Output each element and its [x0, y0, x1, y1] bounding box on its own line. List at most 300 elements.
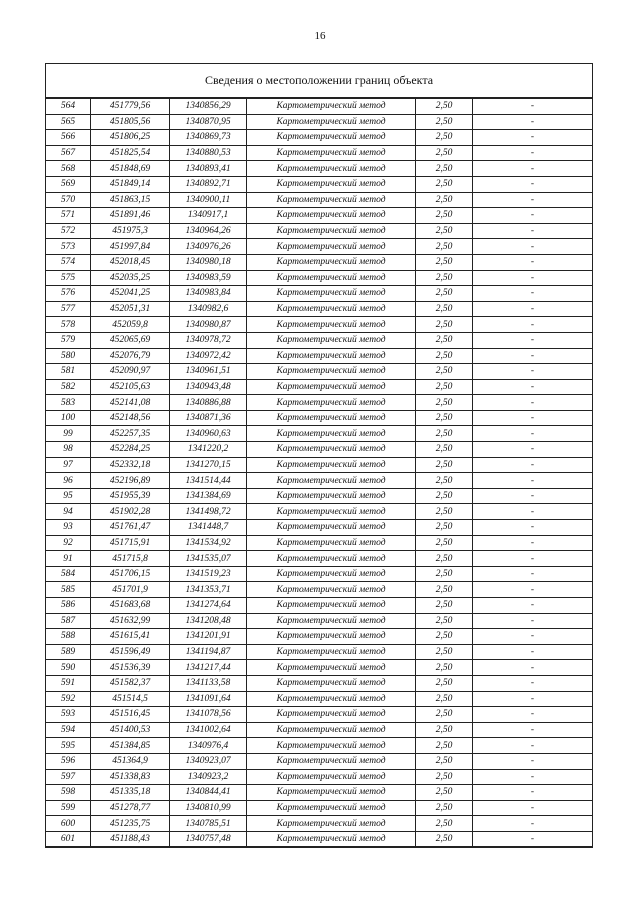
cell-coordinate-y: 1340871,36: [170, 410, 247, 426]
table-row: [46, 457, 593, 473]
cell-description: -: [473, 753, 593, 769]
table-row: [46, 130, 593, 146]
cell-error: 2,50: [416, 114, 473, 130]
cell-coordinate-x: 452141,08: [91, 395, 170, 411]
cell-coordinate-y: 1341535,07: [170, 551, 247, 567]
cell-coordinate-x: 451891,46: [91, 208, 170, 224]
cell-coordinate-x: 452018,45: [91, 254, 170, 270]
cell-point-number: 586: [46, 598, 91, 614]
table-row: [46, 816, 593, 832]
cell-method: Картометрический метод: [247, 660, 416, 676]
cell-description: -: [473, 488, 593, 504]
boundary-points-table: [45, 98, 593, 848]
cell-coordinate-x: 451701,9: [91, 582, 170, 598]
cell-coordinate-y: 1341519,23: [170, 566, 247, 582]
cell-coordinate-x: 451975,3: [91, 223, 170, 239]
cell-coordinate-y: 1340972,42: [170, 348, 247, 364]
cell-coordinate-x: 452332,18: [91, 457, 170, 473]
cell-coordinate-y: 1340892,71: [170, 176, 247, 192]
cell-error: 2,50: [416, 566, 473, 582]
cell-error: 2,50: [416, 722, 473, 738]
table-row: [46, 551, 593, 567]
cell-point-number: 599: [46, 800, 91, 816]
cell-error: 2,50: [416, 660, 473, 676]
cell-coordinate-x: 451615,41: [91, 629, 170, 645]
cell-coordinate-y: 1341384,69: [170, 488, 247, 504]
cell-coordinate-y: 1340886,88: [170, 395, 247, 411]
cell-coordinate-y: 1341194,87: [170, 644, 247, 660]
cell-description: -: [473, 520, 593, 536]
cell-error: 2,50: [416, 785, 473, 801]
table-row: [46, 410, 593, 426]
cell-point-number: 594: [46, 722, 91, 738]
cell-point-number: 597: [46, 769, 91, 785]
cell-method: Картометрический метод: [247, 348, 416, 364]
cell-point-number: 598: [46, 785, 91, 801]
cell-coordinate-y: 1341220,2: [170, 442, 247, 458]
cell-description: -: [473, 504, 593, 520]
cell-coordinate-x: 452035,25: [91, 270, 170, 286]
cell-error: 2,50: [416, 145, 473, 161]
cell-method: Картометрический метод: [247, 613, 416, 629]
cell-method: Картометрический метод: [247, 426, 416, 442]
cell-method: Картометрический метод: [247, 379, 416, 395]
cell-method: Картометрический метод: [247, 254, 416, 270]
cell-coordinate-x: 451582,37: [91, 675, 170, 691]
cell-method: Картометрический метод: [247, 364, 416, 380]
cell-coordinate-x: 451715,8: [91, 551, 170, 567]
cell-error: 2,50: [416, 800, 473, 816]
cell-coordinate-x: 451514,5: [91, 691, 170, 707]
cell-error: 2,50: [416, 99, 473, 115]
cell-error: 2,50: [416, 410, 473, 426]
cell-point-number: 585: [46, 582, 91, 598]
cell-description: -: [473, 348, 593, 364]
cell-coordinate-x: 451997,84: [91, 239, 170, 255]
cell-coordinate-y: 1341498,72: [170, 504, 247, 520]
cell-coordinate-x: 451779,56: [91, 99, 170, 115]
table-row: [46, 644, 593, 660]
table-row: [46, 473, 593, 489]
cell-coordinate-x: 452105,63: [91, 379, 170, 395]
cell-method: Картометрический метод: [247, 473, 416, 489]
cell-method: Картометрический метод: [247, 598, 416, 614]
cell-error: 2,50: [416, 816, 473, 832]
table-row: [46, 488, 593, 504]
cell-method: Картометрический метод: [247, 566, 416, 582]
cell-method: Картометрический метод: [247, 551, 416, 567]
cell-error: 2,50: [416, 254, 473, 270]
cell-description: -: [473, 722, 593, 738]
cell-error: 2,50: [416, 348, 473, 364]
cell-error: 2,50: [416, 582, 473, 598]
cell-description: -: [473, 426, 593, 442]
cell-error: 2,50: [416, 130, 473, 146]
cell-method: Картометрический метод: [247, 286, 416, 302]
cell-method: Картометрический метод: [247, 208, 416, 224]
cell-coordinate-y: 1341091,64: [170, 691, 247, 707]
cell-description: -: [473, 161, 593, 177]
table-row: [46, 395, 593, 411]
cell-coordinate-x: 451902,28: [91, 504, 170, 520]
cell-coordinate-y: 1340810,99: [170, 800, 247, 816]
cell-point-number: 600: [46, 816, 91, 832]
cell-coordinate-y: 1340923,07: [170, 753, 247, 769]
cell-coordinate-x: 452059,8: [91, 317, 170, 333]
cell-method: Картометрический метод: [247, 176, 416, 192]
cell-method: Картометрический метод: [247, 301, 416, 317]
cell-description: -: [473, 364, 593, 380]
cell-coordinate-y: 1341217,44: [170, 660, 247, 676]
cell-method: Картометрический метод: [247, 317, 416, 333]
cell-description: -: [473, 301, 593, 317]
cell-coordinate-y: 1341208,48: [170, 613, 247, 629]
table-row: [46, 582, 593, 598]
table-row: [46, 114, 593, 130]
cell-point-number: 591: [46, 675, 91, 691]
cell-coordinate-y: 1340923,2: [170, 769, 247, 785]
cell-description: -: [473, 738, 593, 754]
cell-method: Картометрический метод: [247, 629, 416, 645]
table-body: [46, 99, 593, 848]
cell-description: -: [473, 691, 593, 707]
table-row: [46, 707, 593, 723]
table-row: [46, 566, 593, 582]
cell-method: Картометрический метод: [247, 192, 416, 208]
cell-coordinate-x: 452065,69: [91, 332, 170, 348]
cell-description: -: [473, 254, 593, 270]
cell-coordinate-x: 451596,49: [91, 644, 170, 660]
table-row: [46, 99, 593, 115]
cell-coordinate-x: 451400,53: [91, 722, 170, 738]
table-row: [46, 223, 593, 239]
table-row: [46, 800, 593, 816]
cell-coordinate-y: 1341534,92: [170, 535, 247, 551]
cell-description: -: [473, 816, 593, 832]
table-row: [46, 738, 593, 754]
cell-error: 2,50: [416, 426, 473, 442]
cell-coordinate-x: 451863,15: [91, 192, 170, 208]
table-row: [46, 254, 593, 270]
cell-description: -: [473, 192, 593, 208]
cell-error: 2,50: [416, 395, 473, 411]
table-row: [46, 598, 593, 614]
cell-error: 2,50: [416, 504, 473, 520]
cell-error: 2,50: [416, 442, 473, 458]
table-row: [46, 317, 593, 333]
cell-method: Картометрический метод: [247, 395, 416, 411]
cell-coordinate-y: 1341270,15: [170, 457, 247, 473]
cell-point-number: 572: [46, 223, 91, 239]
cell-coordinate-y: 1341133,58: [170, 675, 247, 691]
cell-description: -: [473, 582, 593, 598]
cell-method: Картометрический метод: [247, 769, 416, 785]
table-row: [46, 332, 593, 348]
cell-description: -: [473, 551, 593, 567]
cell-method: Картометрический метод: [247, 161, 416, 177]
table-row: [46, 145, 593, 161]
cell-coordinate-x: 451632,99: [91, 613, 170, 629]
cell-method: Картометрический метод: [247, 675, 416, 691]
cell-coordinate-x: 452051,31: [91, 301, 170, 317]
cell-error: 2,50: [416, 488, 473, 504]
cell-point-number: 99: [46, 426, 91, 442]
cell-error: 2,50: [416, 738, 473, 754]
cell-method: Картометрический метод: [247, 644, 416, 660]
cell-error: 2,50: [416, 675, 473, 691]
cell-error: 2,50: [416, 707, 473, 723]
cell-coordinate-y: 1341353,71: [170, 582, 247, 598]
cell-method: Картометрический метод: [247, 332, 416, 348]
cell-error: 2,50: [416, 644, 473, 660]
cell-point-number: 577: [46, 301, 91, 317]
cell-point-number: 595: [46, 738, 91, 754]
cell-error: 2,50: [416, 831, 473, 847]
cell-error: 2,50: [416, 753, 473, 769]
cell-description: -: [473, 769, 593, 785]
cell-point-number: 583: [46, 395, 91, 411]
cell-point-number: 95: [46, 488, 91, 504]
cell-coordinate-x: 451805,56: [91, 114, 170, 130]
cell-coordinate-y: 1340785,51: [170, 816, 247, 832]
cell-coordinate-x: 452076,79: [91, 348, 170, 364]
cell-point-number: 96: [46, 473, 91, 489]
table-row: [46, 239, 593, 255]
table-row: [46, 270, 593, 286]
cell-point-number: 566: [46, 130, 91, 146]
cell-coordinate-x: 452284,25: [91, 442, 170, 458]
cell-description: -: [473, 644, 593, 660]
cell-coordinate-y: 1341274,64: [170, 598, 247, 614]
cell-coordinate-y: 1341078,56: [170, 707, 247, 723]
cell-error: 2,50: [416, 769, 473, 785]
cell-description: -: [473, 566, 593, 582]
cell-description: -: [473, 535, 593, 551]
cell-point-number: 98: [46, 442, 91, 458]
cell-description: -: [473, 410, 593, 426]
cell-description: -: [473, 629, 593, 645]
cell-point-number: 593: [46, 707, 91, 723]
cell-method: Картометрический метод: [247, 800, 416, 816]
cell-coordinate-y: 1341201,91: [170, 629, 247, 645]
cell-coordinate-x: 451683,68: [91, 598, 170, 614]
cell-coordinate-x: 451335,18: [91, 785, 170, 801]
cell-description: -: [473, 457, 593, 473]
cell-method: Картометрический метод: [247, 582, 416, 598]
cell-coordinate-x: 451278,77: [91, 800, 170, 816]
cell-error: 2,50: [416, 551, 473, 567]
cell-error: 2,50: [416, 161, 473, 177]
cell-method: Картометрический метод: [247, 223, 416, 239]
cell-coordinate-y: 1341514,44: [170, 473, 247, 489]
cell-method: Картометрический метод: [247, 738, 416, 754]
cell-description: -: [473, 130, 593, 146]
cell-description: -: [473, 286, 593, 302]
cell-point-number: 588: [46, 629, 91, 645]
cell-error: 2,50: [416, 379, 473, 395]
cell-method: Картометрический метод: [247, 707, 416, 723]
cell-point-number: 97: [46, 457, 91, 473]
cell-point-number: 570: [46, 192, 91, 208]
cell-coordinate-x: 451849,14: [91, 176, 170, 192]
cell-coordinate-x: 452257,35: [91, 426, 170, 442]
cell-coordinate-y: 1340976,4: [170, 738, 247, 754]
table-row: [46, 660, 593, 676]
cell-point-number: 575: [46, 270, 91, 286]
cell-point-number: 568: [46, 161, 91, 177]
cell-point-number: 592: [46, 691, 91, 707]
cell-description: -: [473, 785, 593, 801]
table-row: [46, 286, 593, 302]
cell-coordinate-x: 451706,15: [91, 566, 170, 582]
cell-error: 2,50: [416, 317, 473, 333]
cell-coordinate-y: 1340917,1: [170, 208, 247, 224]
cell-coordinate-y: 1340980,18: [170, 254, 247, 270]
cell-error: 2,50: [416, 598, 473, 614]
cell-description: -: [473, 379, 593, 395]
cell-method: Картометрический метод: [247, 130, 416, 146]
cell-error: 2,50: [416, 629, 473, 645]
cell-coordinate-y: 1341002,64: [170, 722, 247, 738]
table-row: [46, 364, 593, 380]
cell-point-number: 589: [46, 644, 91, 660]
cell-error: 2,50: [416, 520, 473, 536]
cell-coordinate-x: 452196,89: [91, 473, 170, 489]
cell-point-number: 91: [46, 551, 91, 567]
cell-method: Картометрический метод: [247, 691, 416, 707]
boundary-table-frame: [45, 63, 593, 847]
cell-point-number: 580: [46, 348, 91, 364]
cell-coordinate-y: 1340980,87: [170, 317, 247, 333]
cell-description: -: [473, 332, 593, 348]
cell-coordinate-y: 1340983,59: [170, 270, 247, 286]
cell-point-number: 569: [46, 176, 91, 192]
table-row: [46, 379, 593, 395]
cell-point-number: 93: [46, 520, 91, 536]
cell-error: 2,50: [416, 208, 473, 224]
cell-error: 2,50: [416, 223, 473, 239]
cell-coordinate-x: 451364,9: [91, 753, 170, 769]
cell-method: Картометрический метод: [247, 270, 416, 286]
cell-coordinate-y: 1340870,95: [170, 114, 247, 130]
cell-coordinate-y: 1340869,73: [170, 130, 247, 146]
cell-coordinate-x: 452148,56: [91, 410, 170, 426]
cell-point-number: 576: [46, 286, 91, 302]
cell-coordinate-y: 1340960,63: [170, 426, 247, 442]
cell-coordinate-x: 451536,39: [91, 660, 170, 676]
table-row: [46, 769, 593, 785]
cell-method: Картометрический метод: [247, 520, 416, 536]
cell-point-number: 573: [46, 239, 91, 255]
cell-point-number: 100: [46, 410, 91, 426]
cell-point-number: 565: [46, 114, 91, 130]
cell-method: Картометрический метод: [247, 785, 416, 801]
cell-coordinate-x: 451955,39: [91, 488, 170, 504]
cell-description: -: [473, 800, 593, 816]
cell-method: Картометрический метод: [247, 722, 416, 738]
cell-coordinate-y: 1340943,48: [170, 379, 247, 395]
table-row: [46, 629, 593, 645]
cell-point-number: 571: [46, 208, 91, 224]
table-title: Сведения о местоположении границ объекта: [46, 64, 592, 98]
table-row: [46, 192, 593, 208]
cell-error: 2,50: [416, 535, 473, 551]
cell-description: -: [473, 145, 593, 161]
cell-description: -: [473, 99, 593, 115]
cell-error: 2,50: [416, 364, 473, 380]
table-row: [46, 208, 593, 224]
cell-method: Картометрический метод: [247, 753, 416, 769]
table-row: [46, 613, 593, 629]
table-row: [46, 504, 593, 520]
cell-description: -: [473, 239, 593, 255]
cell-point-number: 582: [46, 379, 91, 395]
cell-error: 2,50: [416, 286, 473, 302]
cell-error: 2,50: [416, 691, 473, 707]
cell-error: 2,50: [416, 473, 473, 489]
cell-description: -: [473, 707, 593, 723]
cell-coordinate-x: 451848,69: [91, 161, 170, 177]
table-row: [46, 831, 593, 847]
cell-coordinate-y: 1340844,41: [170, 785, 247, 801]
cell-point-number: 596: [46, 753, 91, 769]
table-row: [46, 675, 593, 691]
cell-method: Картометрический метод: [247, 831, 416, 847]
table-row: [46, 722, 593, 738]
cell-description: -: [473, 831, 593, 847]
cell-coordinate-y: 1340964,26: [170, 223, 247, 239]
cell-coordinate-x: 451715,91: [91, 535, 170, 551]
page-number: 16: [314, 30, 326, 42]
cell-coordinate-y: 1340856,29: [170, 99, 247, 115]
table-row: [46, 691, 593, 707]
cell-method: Картометрический метод: [247, 488, 416, 504]
cell-point-number: 567: [46, 145, 91, 161]
table-row: [46, 442, 593, 458]
cell-description: -: [473, 442, 593, 458]
cell-description: -: [473, 660, 593, 676]
cell-description: -: [473, 395, 593, 411]
cell-point-number: 574: [46, 254, 91, 270]
cell-coordinate-x: 451761,47: [91, 520, 170, 536]
cell-coordinate-y: 1340880,53: [170, 145, 247, 161]
cell-description: -: [473, 473, 593, 489]
cell-error: 2,50: [416, 239, 473, 255]
cell-description: -: [473, 613, 593, 629]
cell-error: 2,50: [416, 457, 473, 473]
cell-error: 2,50: [416, 192, 473, 208]
cell-description: -: [473, 270, 593, 286]
cell-description: -: [473, 176, 593, 192]
cell-coordinate-x: 451235,75: [91, 816, 170, 832]
cell-method: Картометрический метод: [247, 114, 416, 130]
cell-method: Картометрический метод: [247, 816, 416, 832]
cell-coordinate-y: 1340978,72: [170, 332, 247, 348]
cell-coordinate-y: 1340900,11: [170, 192, 247, 208]
cell-coordinate-y: 1340961,51: [170, 364, 247, 380]
cell-description: -: [473, 208, 593, 224]
table-row: [46, 176, 593, 192]
cell-coordinate-y: 1340893,41: [170, 161, 247, 177]
cell-description: -: [473, 114, 593, 130]
table-row: [46, 520, 593, 536]
cell-point-number: 584: [46, 566, 91, 582]
table-row: [46, 161, 593, 177]
cell-description: -: [473, 675, 593, 691]
cell-method: Картометрический метод: [247, 535, 416, 551]
cell-coordinate-x: 451384,85: [91, 738, 170, 754]
cell-point-number: 579: [46, 332, 91, 348]
